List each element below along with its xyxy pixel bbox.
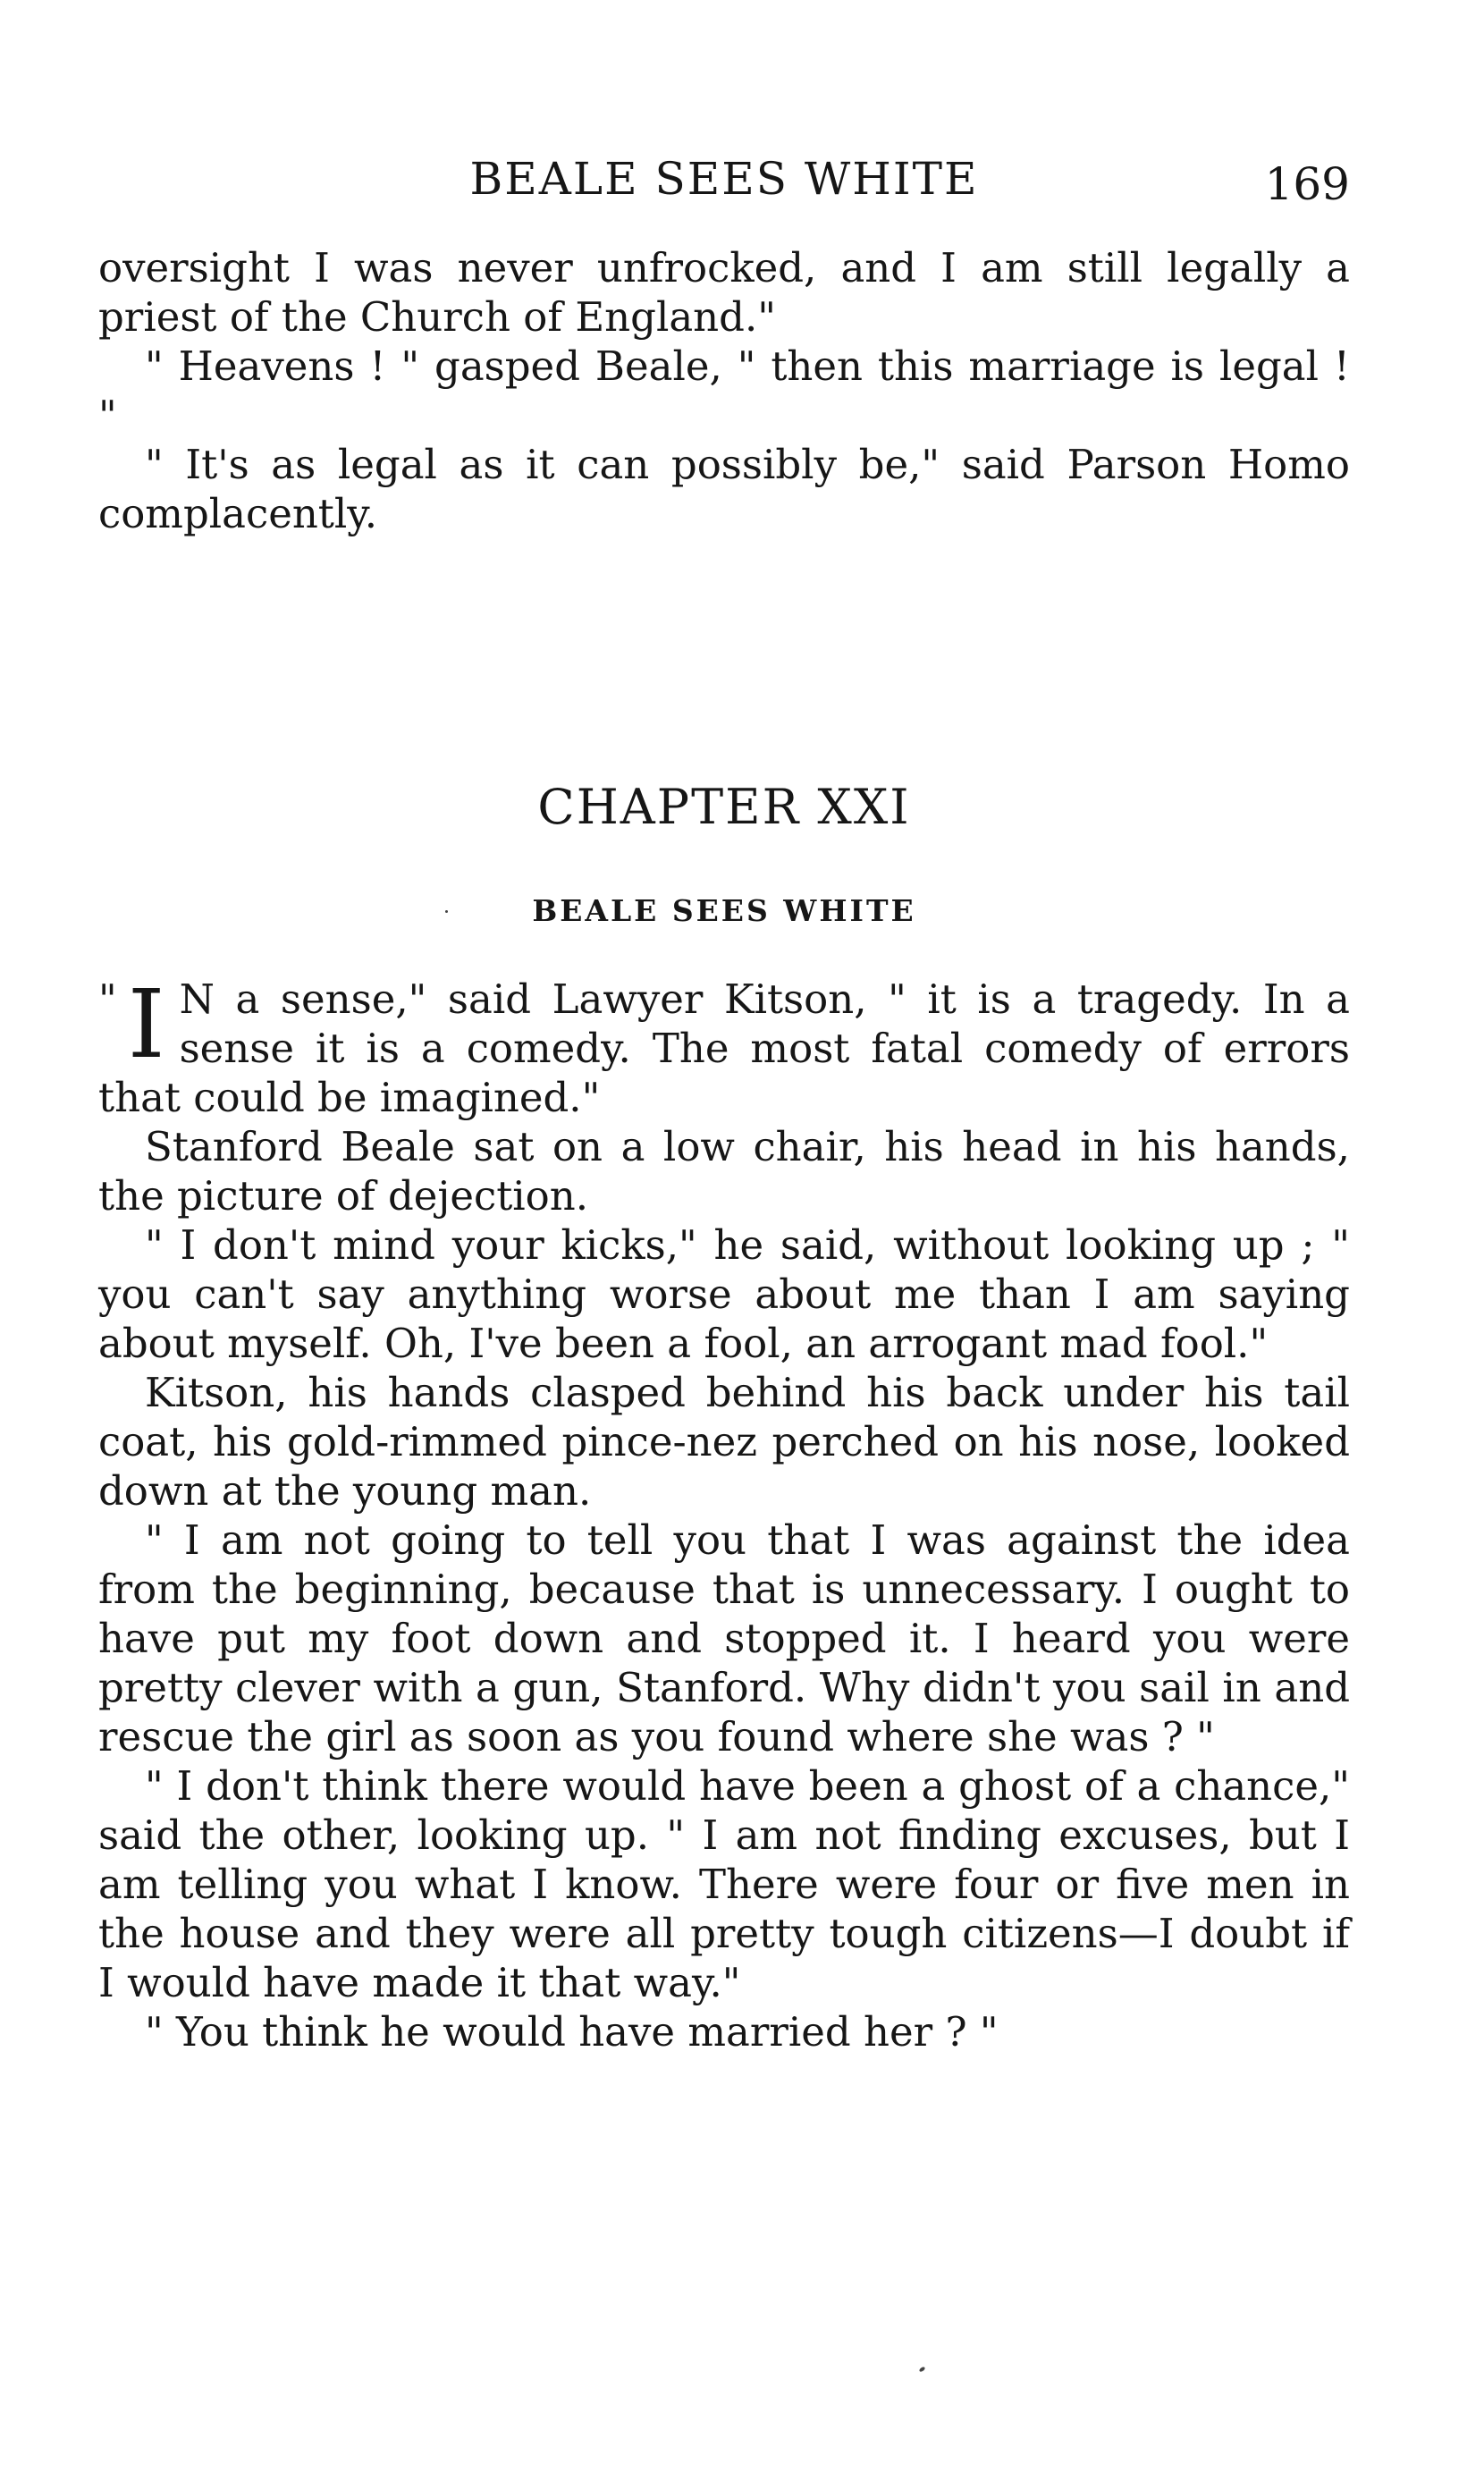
- paragraph: " You think he would have married her ? ": [145, 2008, 999, 2056]
- paragraph: " Heavens ! " gasped Beale, " then this marriage is legal ! ": [98, 342, 1350, 439]
- opening-paragraph: [98, 969, 1350, 1122]
- paper-speck: [445, 910, 448, 913]
- page-number: 169: [1264, 158, 1350, 210]
- paragraph: " It's as legal as it can possibly be," said Parson Homo complacently.: [98, 441, 1350, 537]
- paragraph: Stanford Beale sat on a low chair, his head in his hands, the picture of dejection.: [98, 1123, 1350, 1220]
- paragraph: " I don't mind your kicks," he said, without looking up ; " you can't say anything worse about me than I am saying about myself. Oh, I've been a fool, an arrogant mad fool.": [98, 1221, 1350, 1367]
- paragraph: " I am not going to tell you that I was against the idea from the beginning, because that is unnecessary. I ought to have put my foot down and stopped it. I heard you were pretty clever with a gun, Stanford. Why didn't you sail in and rescue the girl as soon as you found where she was ? ": [98, 1516, 1350, 1760]
- paper-speck: [918, 2366, 925, 2372]
- chapter-body: [98, 969, 1350, 2056]
- paragraph: oversight I was never unfrocked, and I am still legally a priest of the Church of England.": [98, 244, 1350, 341]
- previous-chapter-ending: [98, 243, 1350, 538]
- paragraph: Kitson, his hands clasped behind his back under his tail coat, his gold-rimmed pince-nez perched on his nose, looked down at the young man.: [98, 1369, 1350, 1515]
- opening-text: N a sense," said Lawyer Kitson, " it is a tragedy. In a sense it is a comedy. The most fatal comedy of errors that could be imagined.": [98, 975, 1350, 1121]
- chapter-subtitle: BEALE SEES WHITE: [532, 893, 916, 928]
- chapter-heading: CHAPTER XXI: [537, 779, 911, 835]
- drop-cap: I: [127, 969, 165, 1079]
- opening-quote-mark: ": [98, 975, 117, 1023]
- running-head: [98, 148, 1350, 210]
- running-title: BEALE SEES WHITE: [469, 153, 979, 205]
- paragraph: " I don't think there would have been a ghost of a chance," said the other, looking up. " I am not finding excuses, but I am telling you what I know. There were four or five men in the house and they were all pretty tough citizens—I doubt if I would have made it that way.": [98, 1762, 1350, 2006]
